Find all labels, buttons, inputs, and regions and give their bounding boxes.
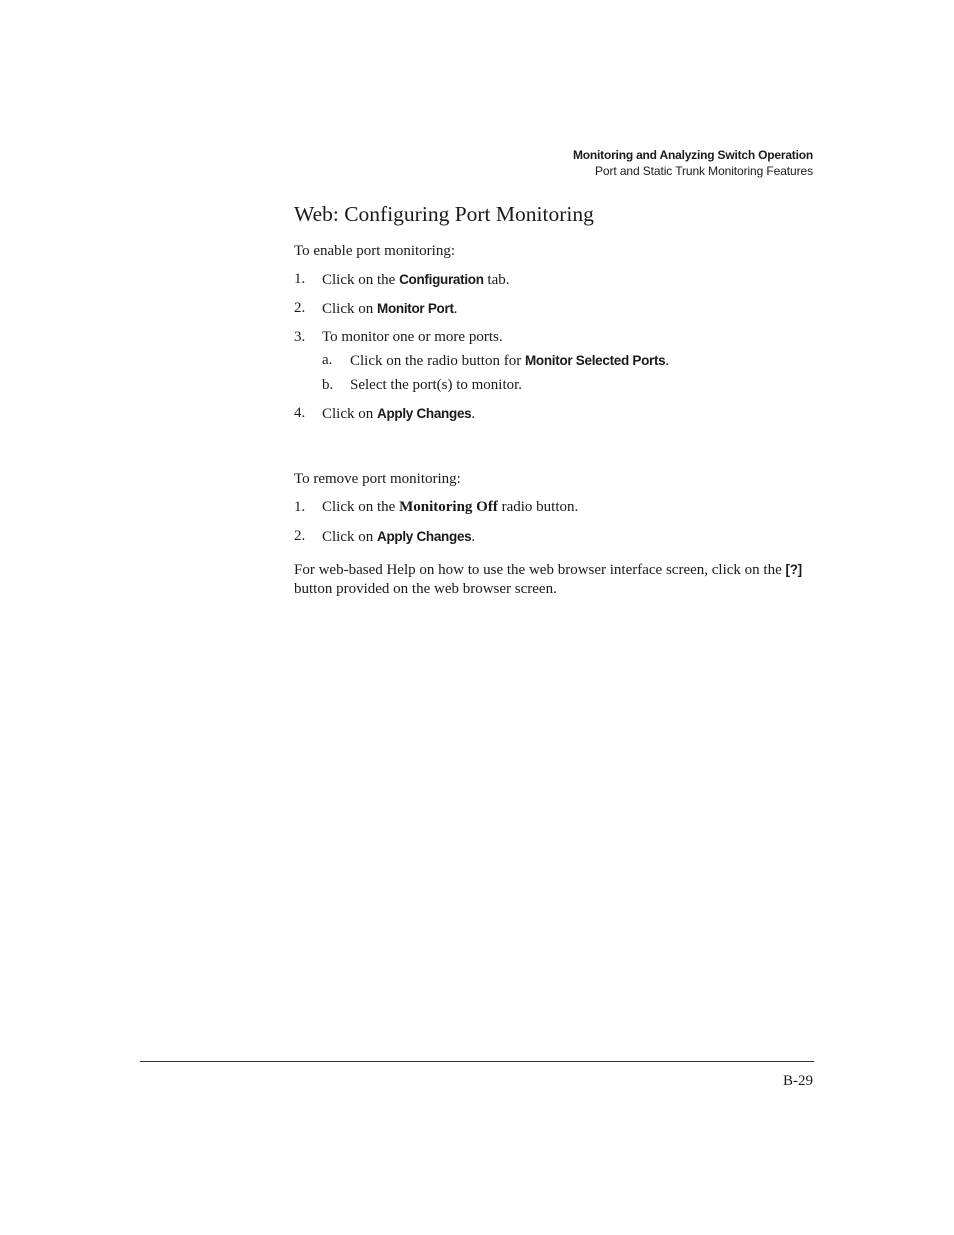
enable-step-4 xyxy=(294,404,816,424)
step-text: . xyxy=(471,406,476,422)
running-header xyxy=(573,147,813,179)
step-text: Click on the xyxy=(322,499,400,515)
remove-step-2 xyxy=(294,527,816,547)
remove-step-1 xyxy=(294,498,816,517)
page-number: B-29 xyxy=(783,1073,813,1089)
step-text: tab. xyxy=(483,272,510,288)
enable-step-2 xyxy=(294,299,816,319)
step-number: 1. xyxy=(294,271,306,287)
step-text: radio button. xyxy=(497,499,579,515)
step-text: Click on the radio button for xyxy=(350,353,525,369)
step-text: To monitor one or more ports. xyxy=(322,329,503,345)
ui-term: Monitor Port xyxy=(377,301,454,316)
step-text: . xyxy=(453,301,458,317)
footer-rule xyxy=(140,1061,814,1062)
chapter-title: Monitoring and Analyzing Switch Operation xyxy=(572,148,813,162)
step-text: Click on xyxy=(322,301,377,317)
help-text: button provided on the web browser screen. xyxy=(294,581,557,597)
ui-term: Configuration xyxy=(399,272,484,287)
ui-term: Apply Changes xyxy=(377,529,472,544)
step-number: 4. xyxy=(294,405,306,421)
substep-letter: a. xyxy=(322,352,333,368)
enable-substep-b xyxy=(294,376,816,395)
substep-letter: b. xyxy=(322,377,334,393)
step-text: Select the port(s) to monitor. xyxy=(350,377,523,393)
enable-substep-a xyxy=(294,351,816,371)
help-button-term: [?] xyxy=(785,562,802,577)
enable-step-3 xyxy=(294,328,816,347)
step-text: Click on xyxy=(322,406,377,422)
ui-term: Monitoring Off xyxy=(399,499,498,515)
help-paragraph xyxy=(294,560,816,599)
step-text: . xyxy=(471,529,476,545)
step-text: Click on xyxy=(322,529,377,545)
page-heading: Web: Configuring Port Monitoring xyxy=(294,202,594,226)
remove-intro: To remove port monitoring: xyxy=(294,471,461,487)
ui-term: Monitor Selected Ports xyxy=(524,353,666,368)
main-content xyxy=(294,200,816,599)
section-title: Port and Static Trunk Monitoring Features xyxy=(594,164,813,178)
enable-step-1 xyxy=(294,270,816,290)
step-number: 3. xyxy=(294,329,306,345)
step-text: Click on the xyxy=(322,272,400,288)
step-number: 1. xyxy=(294,499,306,515)
step-number: 2. xyxy=(294,300,306,316)
step-number: 2. xyxy=(294,528,306,544)
step-text: . xyxy=(665,353,670,369)
ui-term: Apply Changes xyxy=(377,406,472,421)
help-text: For web-based Help on how to use the web browser interface screen, click on the xyxy=(294,562,786,578)
enable-intro: To enable port monitoring: xyxy=(294,243,456,259)
